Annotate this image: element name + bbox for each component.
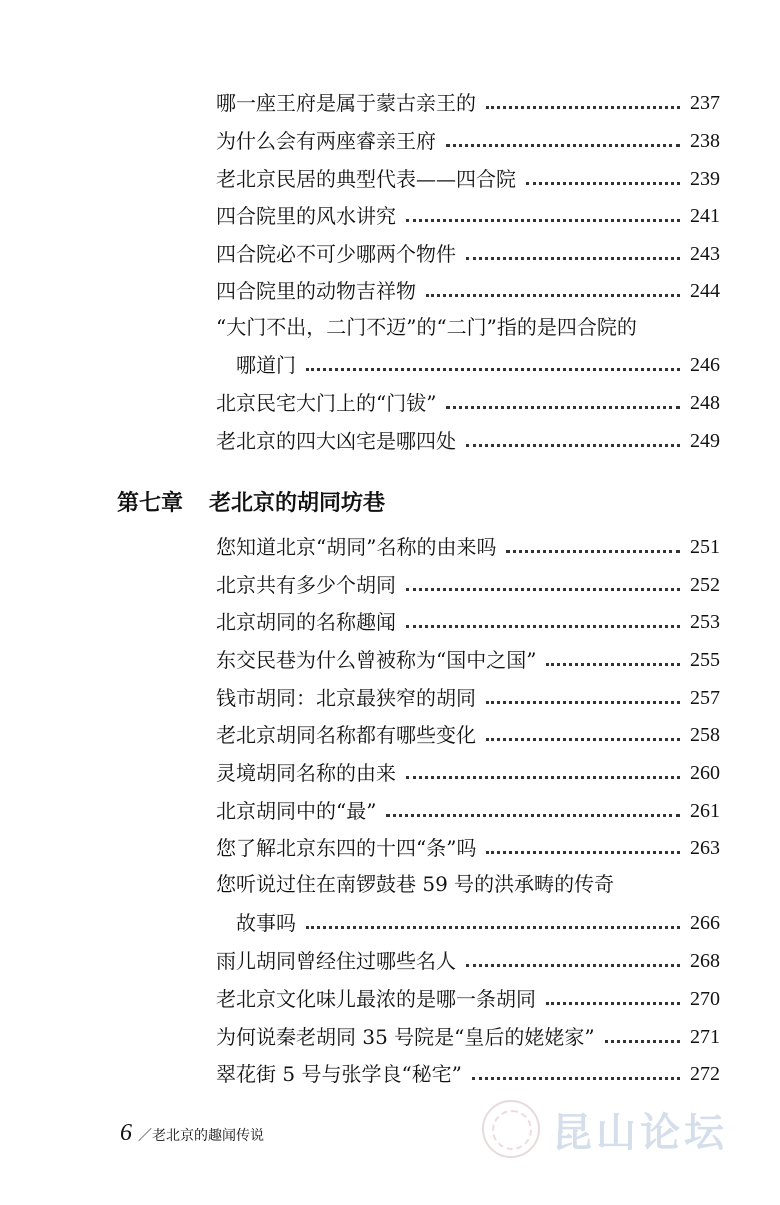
chapter-title: 老北京的胡同坊巷 xyxy=(209,491,386,516)
toc-entry-title: 东交民巷为什么曾被称为“国中之国” xyxy=(216,648,537,672)
toc-entry-title: 雨儿胡同曾经住过哪些名人 xyxy=(216,949,456,973)
toc-entry xyxy=(216,720,720,748)
toc-entry xyxy=(216,833,720,861)
toc-entry-title-line2: 哪道门 xyxy=(236,353,296,377)
dot-leader xyxy=(406,219,680,222)
dot-leader xyxy=(546,663,680,666)
toc-entry-page: 241 xyxy=(690,205,720,227)
toc-entry-title: 翠花街 5 号与张学良“秘宅” xyxy=(216,1062,462,1086)
toc-entry-page: 249 xyxy=(690,430,720,452)
dot-leader xyxy=(486,851,680,854)
toc-entry-title: 老北京的四大凶宅是哪四处 xyxy=(216,429,456,453)
chapter-number: 第七章 xyxy=(117,491,184,516)
toc-entry-title: 北京共有多少个胡同 xyxy=(216,573,396,597)
page-footer xyxy=(120,1120,264,1147)
toc-entry xyxy=(216,201,720,229)
dot-leader xyxy=(605,1040,680,1043)
toc-entry xyxy=(216,88,720,116)
toc-entry-page: 246 xyxy=(690,354,720,376)
toc-entry-page: 270 xyxy=(690,988,720,1010)
toc-entry-page: 257 xyxy=(690,687,720,709)
dot-leader xyxy=(406,588,680,591)
toc-entry xyxy=(216,126,720,154)
dot-leader xyxy=(466,257,680,260)
toc-entry-title-line2: 故事吗 xyxy=(236,911,296,935)
toc-entry-title: 北京民宅大门上的“门钹” xyxy=(216,391,437,415)
toc-entry-title: 为何说秦老胡同 35 号院是“皇后的姥姥家” xyxy=(216,1025,595,1049)
toc-entry-page: 260 xyxy=(690,762,720,784)
dot-leader xyxy=(466,444,680,447)
toc-entry xyxy=(216,908,720,936)
toc-entry-title: 钱市胡同：北京最狭窄的胡同 xyxy=(216,686,476,710)
toc-entry-title-line1: “大门不出，二门不迈”的“二门”指的是四合院的 xyxy=(216,315,637,339)
toc-entry xyxy=(216,946,720,974)
toc-entry xyxy=(216,388,720,416)
dot-leader xyxy=(486,106,680,109)
toc-entry-page: 252 xyxy=(690,574,720,596)
toc-entry xyxy=(216,1059,720,1087)
toc-entry xyxy=(216,758,720,786)
toc-entry-title: 您了解北京东四的十四“条”吗 xyxy=(216,836,477,860)
watermark xyxy=(482,1100,728,1158)
toc-entry-title: 四合院里的动物吉祥物 xyxy=(216,279,416,303)
dot-leader xyxy=(466,964,680,967)
dot-leader xyxy=(406,776,680,779)
toc-entry-title: 您知道北京“胡同”名称的由来吗 xyxy=(216,535,497,559)
toc-entry-title: 北京胡同中的“最” xyxy=(216,799,377,823)
footer-page-number: 6 xyxy=(120,1120,132,1146)
toc-entry-title: 四合院必不可少哪两个物件 xyxy=(216,242,456,266)
dot-leader xyxy=(486,738,680,741)
dot-leader xyxy=(486,701,680,704)
toc-entry-page: 255 xyxy=(690,649,720,671)
toc-entry xyxy=(216,984,720,1012)
watermark-text: 昆山论坛 xyxy=(552,1109,728,1156)
dot-leader xyxy=(506,550,680,553)
chapter-heading xyxy=(117,486,385,517)
toc-entry xyxy=(216,276,720,304)
toc-entry-title: 灵境胡同名称的由来 xyxy=(216,761,396,785)
toc-entry-title: 为什么会有两座睿亲王府 xyxy=(216,129,436,153)
toc-entry-page: 266 xyxy=(690,912,720,934)
toc-entry-page: 268 xyxy=(690,950,720,972)
toc-entry xyxy=(216,350,720,378)
toc-entry-page: 244 xyxy=(690,280,720,302)
dot-leader xyxy=(546,1002,680,1005)
toc-entry-title: 老北京民居的典型代表——四合院 xyxy=(216,167,516,191)
toc-entry xyxy=(216,796,720,824)
toc-entry xyxy=(216,645,720,673)
toc-entry-title: 北京胡同的名称趣闻 xyxy=(216,610,396,634)
toc-entry xyxy=(216,683,720,711)
toc-entry-page: 253 xyxy=(690,611,720,633)
toc-entry-page: 248 xyxy=(690,392,720,414)
toc-entry-page: 238 xyxy=(690,130,720,152)
toc-entry xyxy=(216,164,720,192)
toc-entry xyxy=(216,570,720,598)
toc-entry-page: 271 xyxy=(690,1026,720,1048)
watermark-logo-icon xyxy=(482,1100,540,1158)
toc-entry-page: 237 xyxy=(690,92,720,114)
toc-entry-page: 272 xyxy=(690,1063,720,1085)
toc-entry xyxy=(216,1022,720,1050)
toc-entry-page: 261 xyxy=(690,800,720,822)
toc-entry xyxy=(216,239,720,267)
dot-leader xyxy=(386,814,680,817)
dot-leader xyxy=(406,625,680,628)
dot-leader xyxy=(426,294,680,297)
toc-entry-title-line1: 您听说过住在南锣鼓巷 59 号的洪承畴的传奇 xyxy=(216,872,615,896)
toc-entry xyxy=(216,426,720,454)
toc-entry xyxy=(216,607,720,635)
dot-leader xyxy=(472,1077,680,1080)
toc-entry-page: 239 xyxy=(690,168,720,190)
dot-leader xyxy=(526,182,680,185)
dot-leader xyxy=(306,926,680,929)
toc-entry-page: 243 xyxy=(690,243,720,265)
dot-leader xyxy=(446,406,680,409)
toc-entry-title: 老北京文化味儿最浓的是哪一条胡同 xyxy=(216,987,536,1011)
toc-entry-page: 258 xyxy=(690,724,720,746)
toc-entry-title: 四合院里的风水讲究 xyxy=(216,204,396,228)
toc-entry-title: 老北京胡同名称都有哪些变化 xyxy=(216,723,476,747)
toc-entry-page: 251 xyxy=(690,536,720,558)
dot-leader xyxy=(306,368,680,371)
dot-leader xyxy=(446,144,680,147)
toc-entry-page: 263 xyxy=(690,837,720,859)
toc-entry xyxy=(216,532,720,560)
toc-entry-title: 哪一座王府是属于蒙古亲王的 xyxy=(216,91,476,115)
footer-book-title: ／老北京的趣闻传说 xyxy=(138,1128,264,1144)
